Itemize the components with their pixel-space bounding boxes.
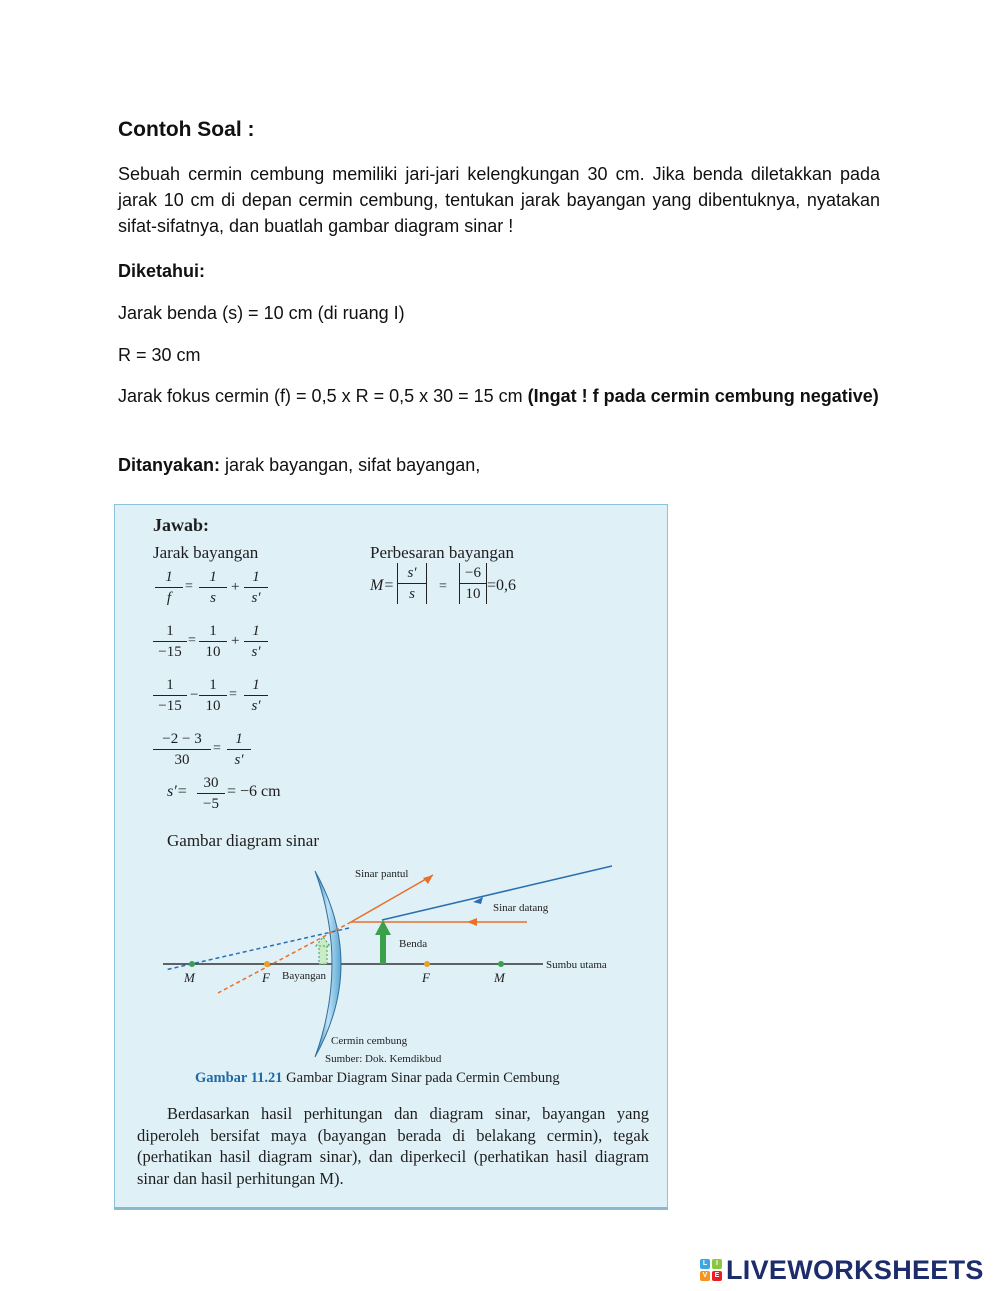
mag-lhs: M= (370, 577, 395, 594)
label-f-left: F (262, 970, 270, 985)
image-arrowhead (316, 937, 330, 946)
answer-title: Jawab: (153, 515, 210, 535)
eq4-frac-c: $\frac{1}{s'}$ (227, 729, 251, 770)
mag-frac-2: $\frac{-6}{10}$ (459, 563, 487, 604)
point-m-left (189, 961, 195, 967)
arrowhead-reflected (423, 875, 433, 884)
eq3-frac-b: $\frac{1}{10}$ (199, 675, 227, 716)
eq3-minus: − (190, 687, 199, 703)
known-focus-text: Jarak fokus cermin (f) = 0,5 x R = 0,5 x 30 = 15 cm (118, 386, 528, 406)
reflected-ray-orange (351, 875, 433, 922)
label-sumbu-utama: Sumbu utama (546, 959, 607, 971)
mag-equals: = (439, 579, 447, 594)
label-bayangan: Bayangan (282, 970, 326, 982)
logo-mark-letter: E (712, 1271, 722, 1281)
eq4-frac-a: $\frac{-2 - 3}{30}$ (153, 729, 211, 770)
asked-text: jarak bayangan, sifat bayangan, (220, 455, 481, 475)
label-sinar-pantul: Sinar pantul (355, 868, 409, 880)
image-arrow (319, 946, 327, 964)
known-distance: Jarak benda (s) = 10 cm (di ruang I) (118, 303, 405, 323)
eq1-frac-c: $\frac{1}{s'}$ (244, 567, 268, 608)
logo-mark-letter: I (712, 1259, 722, 1269)
eq1-frac-b: $\frac{1}{s}$ (199, 567, 227, 608)
known-focus (118, 383, 880, 409)
eq1-equals: = (185, 579, 193, 594)
eq5-frac: $\frac{30}{-5}$ (197, 773, 225, 814)
eq2-frac-a: $\frac{1}{-15}$ (153, 621, 187, 662)
ray-diagram (115, 853, 667, 1073)
problem-statement: Sebuah cermin cembung memiliki jari-jari kelengkungan 30 cm. Jika benda diletakkan pada jarak 10 cm di depan cermin cembung, tentukan jarak bayangan yang dibentuknya, nyatakan sifat-sifatnya, dan buatlah gambar diagram sinar ! (118, 164, 880, 236)
perbesaran-title: Perbesaran bayangan (370, 543, 514, 562)
liveworksheets-logo (700, 1255, 984, 1285)
eq2-frac-b: $\frac{1}{10}$ (199, 621, 227, 662)
point-f-left (264, 961, 270, 967)
point-f-right (424, 961, 430, 967)
eq1-plus: + (231, 579, 240, 595)
asked (118, 452, 880, 478)
known-label: Diketahui: (118, 261, 206, 281)
eq2-frac-c: $\frac{1}{s'}$ (244, 621, 268, 662)
eq2-plus: + (231, 633, 240, 649)
logo-mark-letter: V (700, 1271, 710, 1281)
label-f-right: F (422, 970, 430, 985)
label-benda: Benda (399, 938, 428, 950)
known-focus-note: (Ingat ! f pada cermin cembung negative) (527, 386, 879, 406)
known-radius: R = 30 cm (118, 345, 201, 365)
jarak-bayangan-title: Jarak bayangan (153, 543, 259, 562)
label-sinar-datang: Sinar datang (493, 902, 549, 914)
eq1-frac-a: $\frac{1}{f}$ (155, 567, 183, 608)
eq3-equals: = (229, 687, 237, 702)
point-m-right (498, 961, 504, 967)
page-title: Contoh Soal : (118, 118, 255, 141)
eq5-rhs: = −6 cm (227, 783, 281, 800)
eq2-equals: = (188, 633, 196, 648)
eq3-frac-a: $\frac{1}{-15}$ (153, 675, 187, 716)
eq4-equals: = (213, 741, 221, 756)
asked-label: Ditanyakan: (118, 455, 221, 475)
logo-text: LIVEWORKSHEETS (726, 1254, 984, 1285)
label-sumber: Sumber: Dok. Kemdikbud (325, 1053, 442, 1065)
eq3-frac-c: $\frac{1}{s'}$ (244, 675, 268, 716)
answer-box (114, 504, 668, 1210)
conclusion-paragraph: Berdasarkan hasil perhitungan dan diagram sinar, bayangan yang diperoleh bersifat maya (bayangan berada di belakang cermin), tegak (perhatikan hasil diagram sinar), dan diperkecil (perhatikan hasil diagram sinar dan hasil perhitungan M). (137, 1104, 649, 1188)
logo-mark-icon (700, 1259, 722, 1281)
arrowhead-orange (467, 918, 477, 926)
mag-result: =0,6 (487, 577, 517, 594)
logo-mark-letter: L (700, 1259, 710, 1269)
mag-frac-1: $\frac{s'}{s}$ (397, 563, 427, 604)
eq5-lhs: s′= (167, 783, 188, 800)
label-cermin-cembung: Cermin cembung (331, 1035, 408, 1047)
diagram-title: Gambar diagram sinar (167, 831, 319, 850)
label-m-left: M (184, 970, 195, 985)
object-arrow (380, 933, 386, 964)
caption-text: Gambar Diagram Sinar pada Cermin Cembung (282, 1070, 560, 1086)
label-m-right: M (494, 970, 505, 985)
caption-number: Gambar 11.21 (195, 1070, 283, 1086)
figure-caption (195, 1070, 560, 1087)
